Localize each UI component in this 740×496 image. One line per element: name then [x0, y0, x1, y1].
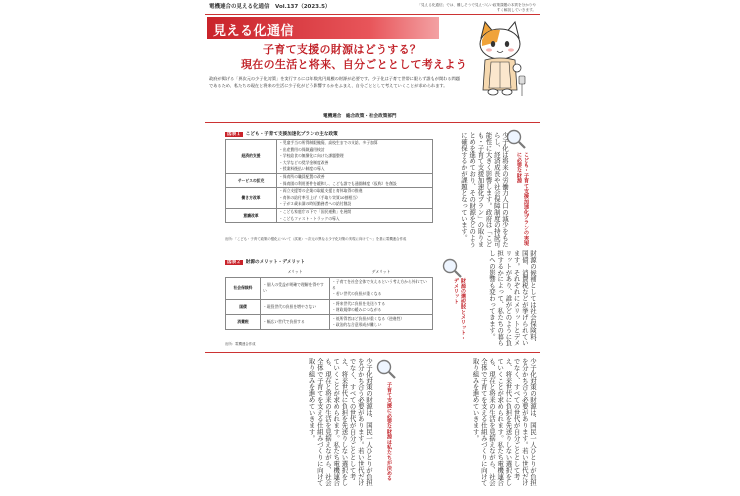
- section3-heading: 子育て支援に必要な財源は私たちが決める: [386, 382, 392, 481]
- table-row: [226, 208, 433, 222]
- merit-cell: [261, 299, 330, 314]
- table-row: [226, 315, 433, 330]
- funding-category: 社会保険料: [226, 278, 261, 300]
- table1-heading: [225, 131, 338, 137]
- policy-item: ・子が２歳未満の時短勤務者への給付創設: [279, 201, 352, 207]
- section-divider: [205, 122, 540, 123]
- section2-heading: 財源の選択肢とメリット・デメリット: [453, 278, 466, 341]
- cat-mascot-icon: [467, 16, 533, 98]
- merit-item: ・幅広い世代で負担する: [263, 319, 305, 325]
- policy-item: ・保育所の職員配置の改善: [279, 173, 325, 179]
- policy-table: [225, 139, 433, 223]
- author-line: 電機連合 総合政策・社会政策部門: [323, 114, 397, 119]
- policy-item: ・児童手当の所得制限撤廃、高校生までの支給、多子加算: [279, 140, 378, 145]
- right-margin: [540, 0, 740, 496]
- funding-table: [225, 267, 433, 330]
- demerit-item: ・将来世代に負担を先送りする: [332, 300, 386, 306]
- headline-line1: 子育て支援の財源はどうする？: [263, 43, 422, 56]
- left-margin: [0, 0, 205, 496]
- demerit-cell: [330, 278, 433, 300]
- banner-title: 見える化通信: [213, 24, 295, 39]
- newsletter-page: [205, 0, 540, 496]
- demerit-item: ・財政規律の緩みにつながる: [332, 306, 382, 312]
- title-banner: [207, 17, 439, 39]
- headline-line2: 現在の生活と将来、自分ごととして考えよう: [241, 58, 467, 71]
- section3-body-left: 少子化対策の財源は、国民一人ひとりが負担を分かち合う必要があります。若い世代だけでなく、すべての世代が自分ごととして考え、将来世代に負担を先送りしない選択をしていくことが求められます。私たち電機連合も、現在と将来の生活を見据えながら、社会全体で子育てを支える仕組みづくりに向けて取り組みを進めていきます。: [307, 358, 373, 486]
- table-row-items: [277, 173, 433, 187]
- demerit-cell: [330, 315, 433, 330]
- merit-item: ・個人の受益が明確で理解を得やすい: [263, 282, 324, 294]
- issue-label: 電機連合の見える化通信 Vol.137（2023.5）: [209, 4, 331, 10]
- section1-body: 少子化は将来の労働力人口の減少をもたらし、経済成長や社会保障制度の持続可能性に大きく影響します。政府は「こども・子育て支援加速化プラン」の取りまとめを進めており、その財源をどのように確保するかが課題となっています。: [459, 132, 509, 248]
- policy-item: ・こどもファスト・トラックの導入: [279, 215, 340, 221]
- merit-item: ・現役世代の負担を増やさない: [263, 303, 317, 309]
- table-row-category: 働き方改革: [226, 188, 277, 209]
- demerit-item: ・政治的な合意形成が難しい: [332, 322, 382, 328]
- policy-item: ・大学などの奨学金制度改善: [279, 159, 329, 165]
- policy-item: ・授業料後払い制度の導入: [279, 166, 325, 172]
- table2-number: 図表２: [227, 260, 241, 265]
- section1-heading: こども・子育て支援加速化プランの実現に必要な財源: [516, 152, 529, 246]
- table-row: [226, 173, 433, 187]
- lower-divider: [205, 352, 540, 353]
- merit-cell: [261, 315, 330, 330]
- magnifier-icon: [375, 358, 397, 380]
- policy-item: ・両立支援等の企業の取組支援と育休取得の推進: [279, 188, 363, 194]
- table-row-category: サービスの拡充: [226, 173, 277, 187]
- table-row: [226, 299, 433, 314]
- table-row-category: 意識改革: [226, 208, 277, 222]
- magnifier-icon: [441, 257, 463, 279]
- funding-category: 国債: [226, 299, 261, 314]
- policy-item: ・こども家庭庁の下で「国民運動」を展開: [279, 208, 352, 214]
- table-row-items: [277, 208, 433, 222]
- section3-body-right: 少子化対策の財源は、国民一人ひとりが負担を分かち合う必要があります。若い世代だけでなく、すべての世代が自分ごととして考え、将来世代に負担を先送りしない選択をしていくことが求められます。私たち電機連合も、現在と将来の生活を見据えながら、社会全体で子育てを支える仕組みづくりに向けて取り組みを進めていきます。: [471, 358, 537, 486]
- demerit-header: デメリット: [330, 267, 433, 278]
- table-row-category: 経済的支援: [226, 140, 277, 174]
- section2-body: 財源の候補としては社会保険料、国債、消費税などが挙げられています。それぞれにメリットとデメリットがあり、誰がどのように負担するかによって、私たちの暮らしへの影響も変わってきます。: [487, 250, 537, 346]
- table1-title: こども・子育て支援加速化プランの主な政策: [245, 132, 338, 137]
- merit-cell: [261, 278, 330, 300]
- funding-category: 消費税: [226, 315, 261, 330]
- table-row-items: [277, 140, 433, 174]
- demerit-cell: [330, 299, 433, 314]
- table2-corner: [226, 267, 261, 278]
- lead-paragraph: 政府が掲げる「異次元の少子化対策」を実行するには年数兆円規模の財源が必要です。少子化は子育て世帯に限らず誰もが関わる問題であるため、私たちの現在と将来の生活に少子化がどう影響するかをふまえ、自分ごととして考えていくことが求められます。: [209, 76, 460, 89]
- demerit-item: ・子育てを社会全体で支えるという考え方から外れている: [332, 279, 427, 291]
- table-row: [226, 188, 433, 209]
- table-row: [226, 278, 433, 300]
- table-row: [226, 140, 433, 174]
- demerit-item: ・低所得者ほど負担が重くなる（逆進性）: [332, 316, 405, 322]
- header-note: 「見える化通信」では、難しそうで見えづらい政策課題の本質を分かりやすく解説していきます。: [417, 3, 536, 12]
- header-strip: [205, 0, 540, 15]
- table1-source: 出所：「こども・子育て政策の強化について（試案）～次元の異なる少子化対策の実現に向けて～」を基に電機連合作成: [225, 237, 407, 241]
- table2-source: 出所：電機連合作成: [225, 342, 256, 346]
- policy-item: ・育休の給付率引上げ（手取り実質10割相当）: [279, 194, 360, 200]
- table-row-items: [277, 188, 433, 209]
- merit-header: メリット: [261, 267, 330, 278]
- demerit-item: ・若い世代の負担が重くなる: [332, 291, 382, 297]
- policy-item: ・出産費用の保険適用検討: [279, 146, 325, 152]
- table2-title: 財源のメリット・デメリット: [245, 260, 305, 265]
- policy-item: ・保育園の利用要件を緩和し、こども誰でも通園制度（仮称）を創設: [279, 180, 397, 186]
- table1-number: 図表１: [227, 132, 241, 137]
- table2-heading: [225, 259, 305, 265]
- policy-item: ・学校給食の無償化に向けた課題整理: [279, 153, 344, 159]
